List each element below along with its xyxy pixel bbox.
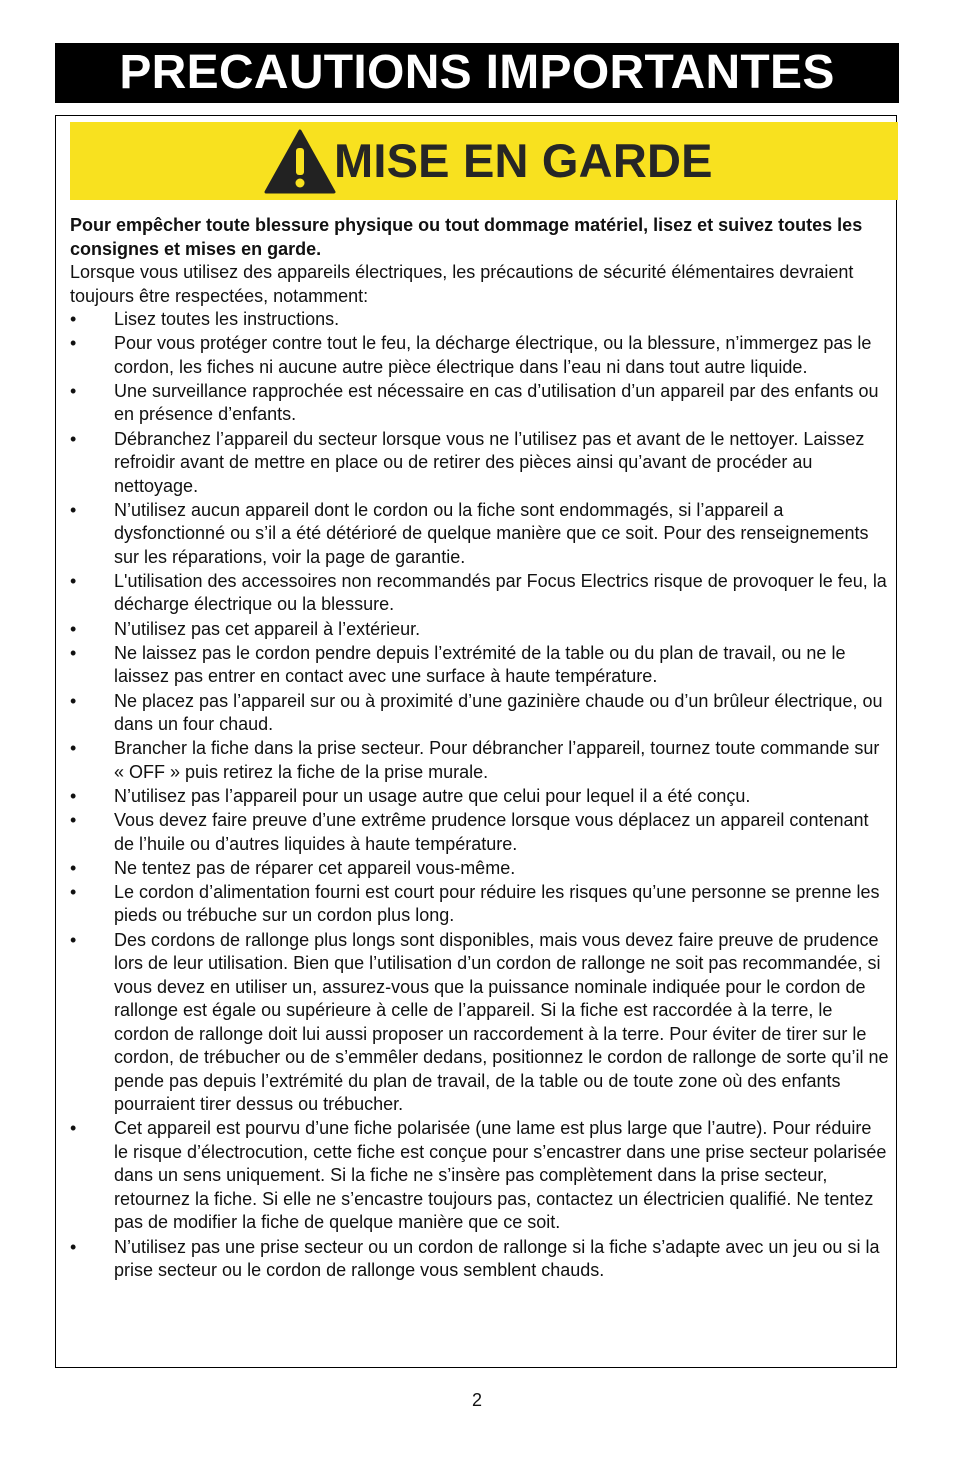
- warning-banner: [70, 122, 898, 200]
- list-item: [70, 737, 890, 784]
- list-item-text: N’utilisez aucun appareil dont le cordon ou la fiche sont endommagés, si l’appareil a dysfonctionné ou s’il a été détérioré de quelque manière que ce soit. Pour des renseignements sur les réparations, voir la page de garantie.: [114, 499, 869, 567]
- bullet-icon: •: [70, 785, 77, 806]
- list-item-text: Débranchez l’appareil du secteur lorsque vous ne l’utilisez pas et avant de le nettoyer. Laissez refroidir avant de mettre en place ou de retirer des pièces ainsi qu’avant de procéder au nettoyage.: [114, 428, 865, 496]
- list-item-text: Brancher la fiche dans la prise secteur. Pour débrancher l’appareil, tournez toute commande sur « OFF » puis retirez la fiche de la prise murale.: [114, 738, 880, 782]
- bullet-icon: •: [70, 690, 77, 711]
- bullet-icon: •: [70, 1118, 77, 1139]
- list-item-text: Lisez toutes les instructions.: [114, 309, 340, 329]
- list-item: [70, 618, 890, 642]
- list-item-text: Ne tentez pas de réparer cet appareil vous-même.: [114, 857, 516, 878]
- warning-triangle-icon: [264, 128, 336, 194]
- list-item: [70, 785, 890, 809]
- list-item: [70, 428, 890, 499]
- bullet-icon: •: [70, 810, 77, 831]
- warning-label: MISE EN GARDE: [334, 134, 713, 187]
- page-title: PRECAUTIONS IMPORTANTES: [55, 43, 899, 103]
- list-item-text: Ne placez pas l’appareil sur ou à proximité d’une gazinière chaude ou d’un brûleur électrique, ou dans un four chaud.: [114, 690, 883, 734]
- list-item-text: N’utilisez pas l’appareil pour un usage autre que celui pour lequel il a été conçu.: [114, 785, 751, 806]
- list-item: [70, 308, 890, 332]
- bullet-icon: •: [70, 570, 77, 591]
- list-item: [70, 881, 890, 928]
- list-item: [70, 332, 890, 379]
- intro-bold-text: Pour empêcher toute blessure physique ou tout dommage matériel, lisez et suivez toutes les consignes et mises en garde.: [70, 215, 863, 259]
- list-item: [70, 857, 890, 881]
- list-item-text: Pour vous protéger contre tout le feu, la décharge électrique, ou la blessure, n’immergez pas le cordon, les fiches ni aucune autre pièce électrique dans l’eau ni dans tout autre liquide.: [114, 333, 872, 377]
- list-item: [70, 499, 890, 570]
- list-item: [70, 929, 890, 1117]
- bullet-icon: •: [70, 881, 77, 902]
- bullet-icon: •: [70, 1236, 77, 1257]
- list-item-text: N’utilisez pas une prise secteur ou un cordon de rallonge si la fiche s’adapte avec un jeu ou si la prise secteur ou le cordon de rallonge vous semblent chauds.: [114, 1236, 880, 1280]
- list-item: [70, 690, 890, 737]
- bullet-icon: •: [70, 309, 77, 329]
- list-item-text: N’utilisez pas cet appareil à l’extérieur.: [114, 618, 421, 639]
- list-item: [70, 380, 890, 427]
- list-item: [70, 570, 890, 617]
- bullet-icon: •: [70, 857, 77, 878]
- bullet-icon: •: [70, 333, 77, 354]
- list-item: [70, 1117, 890, 1235]
- bullet-icon: •: [70, 929, 77, 950]
- list-item-text: Ne laissez pas le cordon pendre depuis l’extrémité de la table ou du plan de travail, ou ne le laissez pas entrer en contact avec une surface à haute température.: [114, 642, 846, 687]
- intro-text: Lorsque vous utilisez des appareils électriques, les précautions de sécurité élémentaires devraient toujours être respectées, notamment:: [70, 262, 854, 306]
- precautions-text: [70, 214, 890, 1283]
- list-item-text: Des cordons de rallonge plus longs sont disponibles, mais vous devez faire preuve de prudence lors de leur utilisation. Bien que l’utilisation d’un cordon de rallonge ne soit pas recommandée, si vous devez en utiliser un, assurez-vous que la puissance nominale indiquée pour le cordon de rallonge est égale ou supérieure à celle de l’appareil. Si la fiche est raccordée à la terre, le cordon de rallonge doit lui aussi proposer un raccordement à la terre. Pour éviter de tirer sur le cordon, de trébucher ou de s’emmêler dedans, positionnez le cordon de rallonge de sorte qu’il ne pende pas depuis l’extrémité du plan de travail, de la table ou de toute zone où des enfants pourraient tirer dessus ou trébucher.: [114, 929, 889, 1115]
- list-item-text: Le cordon d’alimentation fourni est court pour réduire les risques qu’une personne se prenne les pieds ou trébuche sur un cordon plus long.: [114, 881, 880, 926]
- bullet-icon: •: [70, 738, 77, 759]
- page-number: 2: [471, 1390, 482, 1410]
- list-item-text: L'utilisation des accessoires non recommandés par Focus Electrics risque de provoquer le feu, la décharge électrique ou la blessure.: [114, 570, 887, 615]
- list-item-text: Cet appareil est pourvu d’une fiche polarisée (une lame est plus large que l’autre). Pour réduire le risque d’électrocution, cette fiche est conçue pour s’encastrer dans une prise secteur polarisée dans un sens uniquement. Si la fiche ne s’insère pas complètement dans la prise secteur, retournez la fiche. Si elle ne s’encastre toujours pas, contactez un électricien qualifié. Ne tentez pas de modifier la fiche de quelque manière que ce soit.: [114, 1118, 887, 1233]
- bullet-icon: •: [70, 618, 77, 639]
- warning-content-box: [55, 115, 897, 1368]
- list-item-text: Vous devez faire preuve d’une extrême prudence lorsque vous déplacez un appareil contenant de l’huile ou d’autres liquides à haute température.: [114, 810, 869, 854]
- list-item-text: Une surveillance rapprochée est nécessaire en cas d’utilisation d’un appareil par des enfants ou en présence d’enfants.: [114, 380, 879, 425]
- list-item: [70, 642, 890, 689]
- list-item: [70, 1236, 890, 1283]
- bullet-icon: •: [70, 642, 77, 663]
- bullet-icon: •: [70, 499, 77, 520]
- precautions-list: [70, 308, 890, 1283]
- bullet-icon: •: [70, 428, 77, 449]
- list-item: [70, 809, 890, 856]
- bullet-icon: •: [70, 380, 77, 401]
